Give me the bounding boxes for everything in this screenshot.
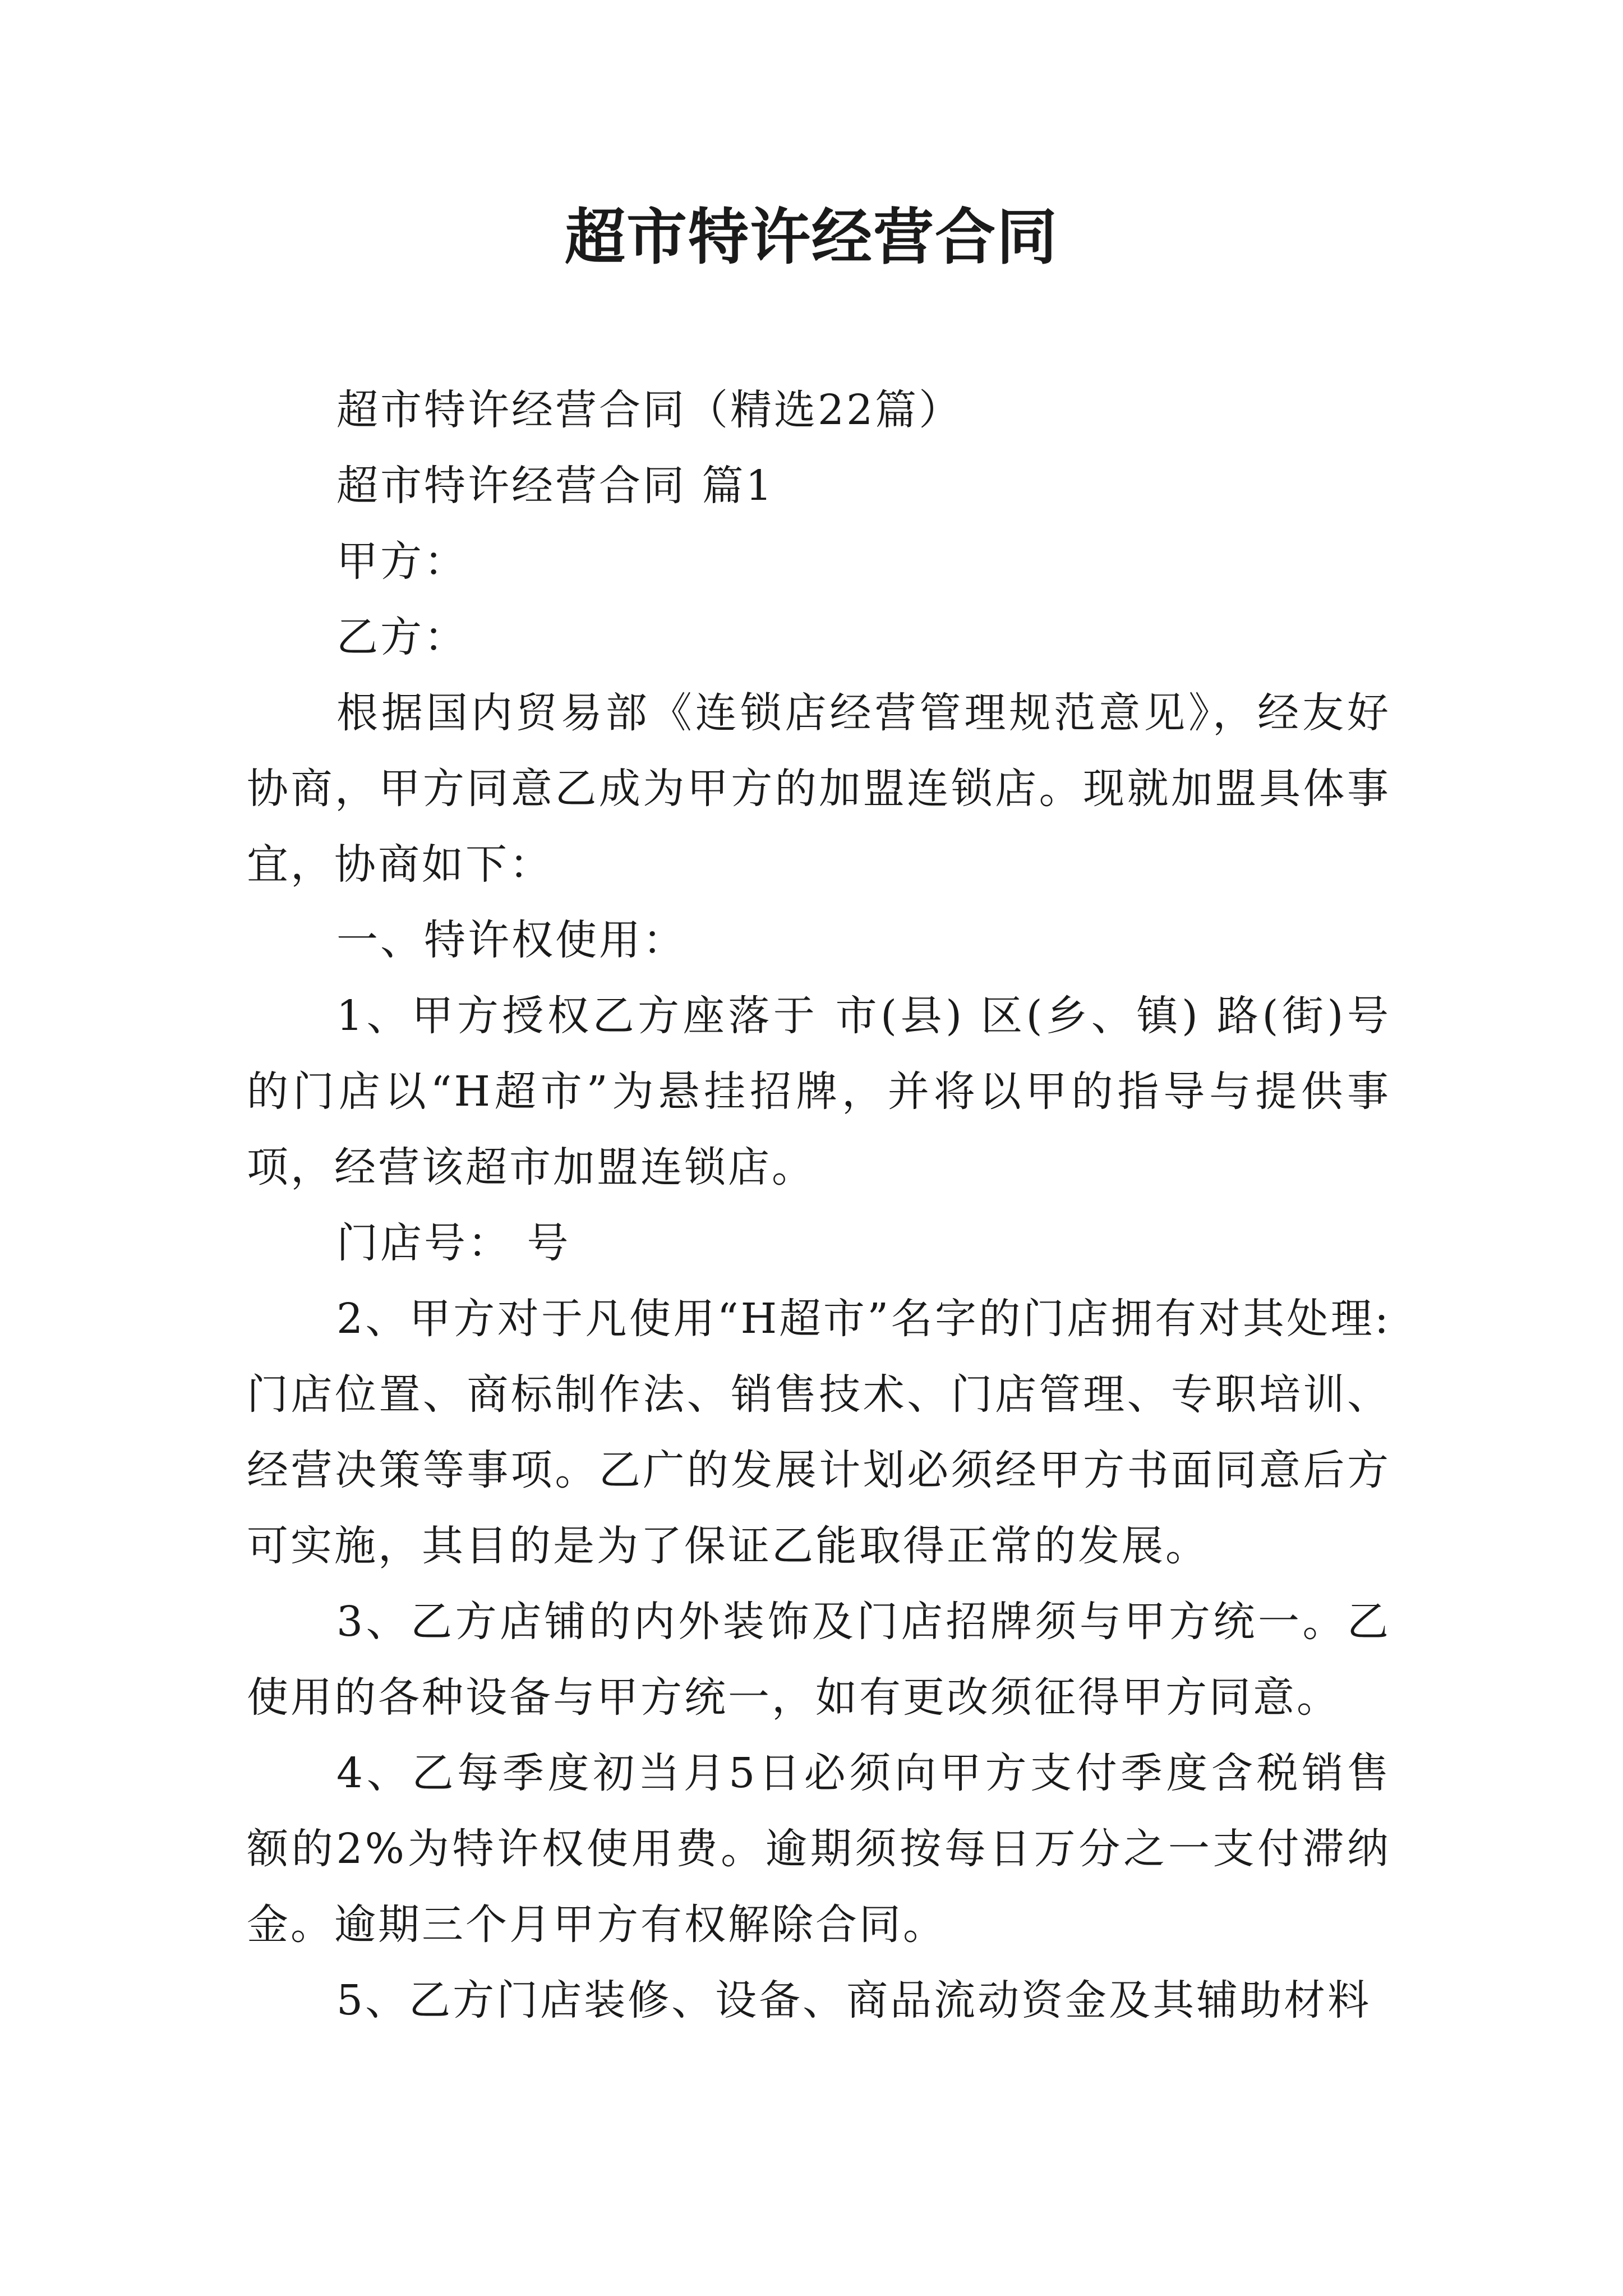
paragraph-preamble: 根据国内贸易部《连锁店经营管理规范意见》，经友好协商，甲方同意乙成为甲方的加盟连锁店。现就加盟具体事宜，协商如下：: [247, 689, 1391, 889]
paragraph-party-a: 甲方：: [336, 537, 468, 586]
document-body: [247, 372, 1391, 2039]
paragraph-section-heading: 超市特许经营合同 篇1: [336, 462, 774, 510]
document-title: 超市特许经营合同: [564, 202, 1058, 273]
paragraph-clause-5: 5、乙方门店装修、设备、商品流动资金及其辅助材料: [336, 1976, 1372, 2024]
paragraph-clause-2: 2、甲方对于凡使用“H超市”名字的门店拥有对其处理:门店位置、商标制作法、销售技术、门店管理、专职培训、经营决策等事项。乙广的发展计划必须经甲方书面同意后方可实施，其目的是为了保证乙能取得正常的发展。: [247, 1295, 1391, 1570]
paragraph-clause-1: 1、甲方授权乙方座落于 市(县) 区(乡、镇) 路(街)号的门店以“H超市”为悬挂招牌，并将以甲的指导与提供事项，经营该超市加盟连锁店。: [247, 992, 1391, 1191]
paragraph-clause-heading: 一、特许权使用：: [336, 916, 686, 964]
paragraph-party-b: 乙方：: [336, 613, 468, 661]
paragraph-subtitle: 超市特许经营合同（精选22篇）: [336, 386, 963, 434]
paragraph-store-number: 门店号： 号: [336, 1219, 571, 1267]
paragraph-clause-3: 3、乙方店铺的内外装饰及门店招牌须与甲方统一。乙使用的各种设备与甲方统一，如有更改须征得甲方同意。: [247, 1598, 1391, 1722]
paragraph-clause-4: 4、乙每季度初当月5日必须向甲方支付季度含税销售额的2%为特许权使用费。逾期须按每日万分之一支付滞纳金。逾期三个月甲方有权解除合同。: [247, 1749, 1391, 1949]
